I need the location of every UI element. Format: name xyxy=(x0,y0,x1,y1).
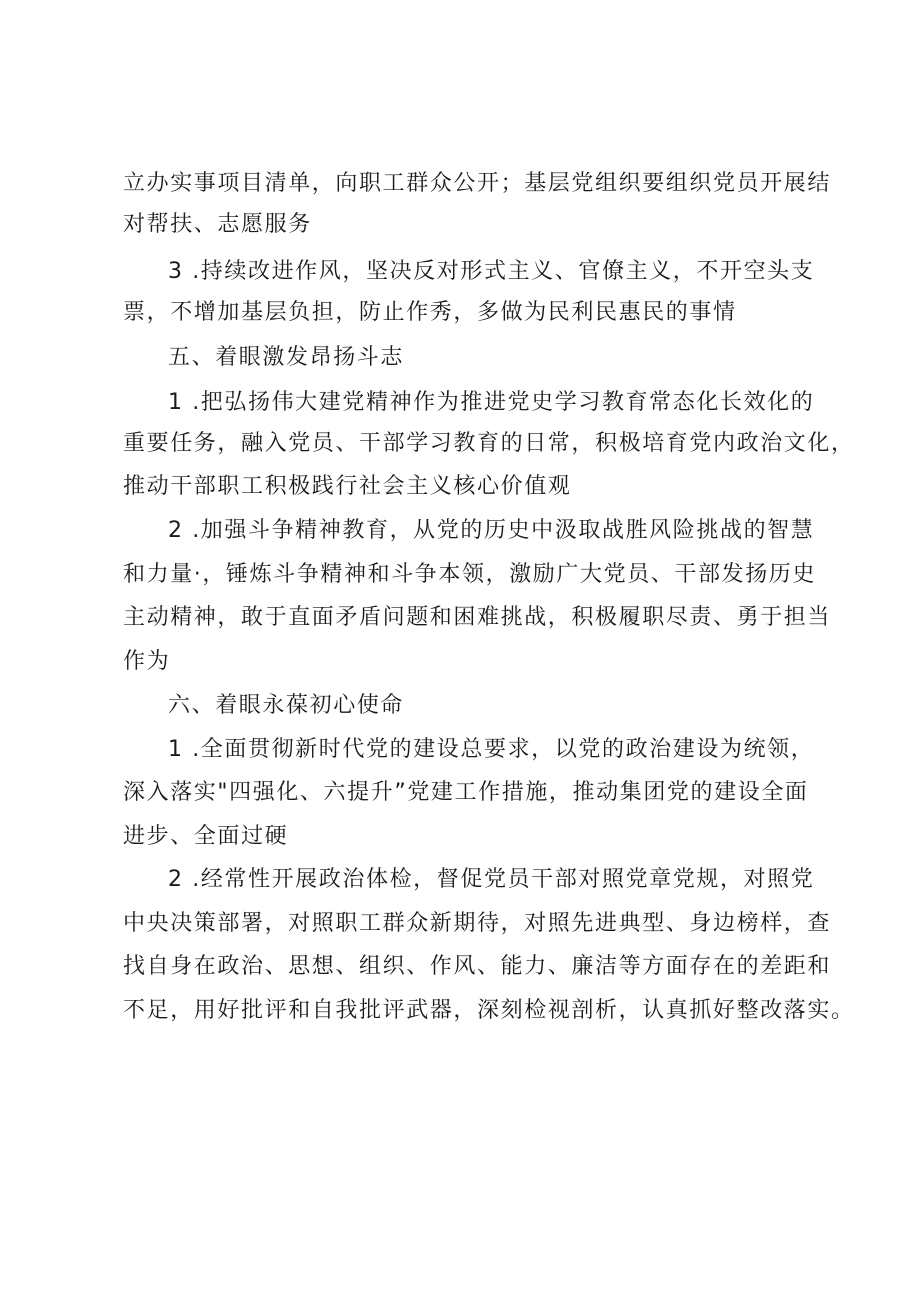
paragraph-line: 找自身在政治、思想、组织、作风、能力、廉洁等方面存在的差距和 xyxy=(123,954,832,979)
paragraph-line: 3 .持续改进作风，坚决反对形式主义、官僚主义，不开空头支 xyxy=(168,259,815,284)
paragraph-line: 深入落实"四强化、六提升”党建工作措施，推动集团党的建设全面 xyxy=(123,780,809,805)
paragraph-line: 1 .全面贯彻新时代党的建设总要求，以党的政治建设为统领， xyxy=(168,737,815,762)
paragraph-line: 立办实事项目清单，向职工群众公开；基层党组织要组织党员开展结 xyxy=(123,171,832,196)
paragraph-line: 作为 xyxy=(123,649,171,674)
paragraph-line: 1 .把弘扬伟大建党精神作为推进党史学习教育常态化长效化的 xyxy=(168,390,815,415)
section-heading: 六、着眼永葆初心使命 xyxy=(168,693,405,718)
paragraph-line: 重要任务，融入党员、干部学习教育的日常，积极培育党内政治文化， xyxy=(123,431,855,456)
paragraph-line: 进步、全面过硬 xyxy=(123,824,289,849)
paragraph-line: 对帮扶、志愿服务 xyxy=(123,212,312,237)
paragraph-line: 主动精神，敢于直面矛盾问题和困难挑战，积极履职尽责、勇于担当 xyxy=(123,605,832,630)
paragraph-line: 和力量·，锤炼斗争精神和斗争本领，激励广大党员、干部发扬历史 xyxy=(123,562,816,587)
paragraph-line: 2 .加强斗争精神教育，从党的历史中汲取战胜风险挑战的智慧 xyxy=(168,518,815,543)
paragraph-line: 中央决策部署，对照职工群众新期待，对照先进典型、身边榜样，查 xyxy=(123,911,832,936)
paragraph-line: 不足，用好批评和自我批评武器，深刻检视剖析，认真抓好整改落实。 xyxy=(123,998,855,1023)
section-heading: 五、着眼激发昂扬斗志 xyxy=(168,345,405,370)
paragraph-line: 推动干部职工积极践行社会主义核心价值观 xyxy=(123,474,572,499)
paragraph-line: 票，不增加基层负担，防止作秀，多做为民利民惠民的事情 xyxy=(123,300,737,325)
paragraph-line: 2 .经常性开展政治体检，督促党员干部对照党章党规，对照党 xyxy=(168,867,815,892)
